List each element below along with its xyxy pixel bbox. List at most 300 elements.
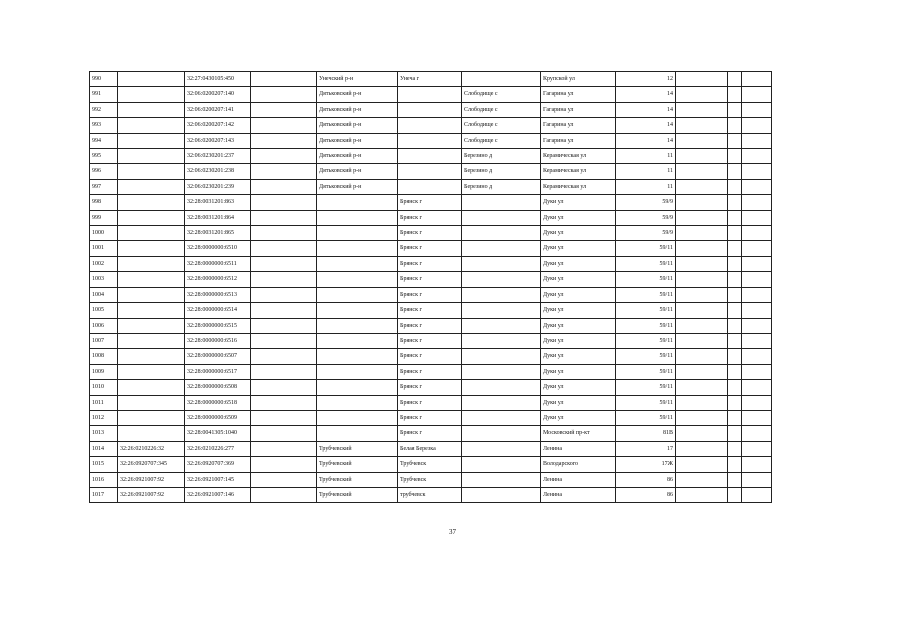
cell-empty-1 — [251, 149, 317, 164]
cell-district — [317, 287, 398, 302]
cell-house: 59/11 — [616, 395, 676, 410]
table-row — [90, 149, 772, 164]
cell-extra-2 — [728, 256, 742, 271]
cell-district — [317, 256, 398, 271]
cell-district: Дятьковский р-н — [317, 164, 398, 179]
cell-extra-3 — [742, 179, 772, 194]
cell-settlement — [462, 349, 541, 364]
cell-cadastral-number: 32:28:0000000:6517 — [185, 364, 251, 379]
cell-district — [317, 349, 398, 364]
cell-house: 59/9 — [616, 210, 676, 225]
row-number: 990 — [90, 72, 118, 87]
row-number: 994 — [90, 133, 118, 148]
table-row — [90, 318, 772, 333]
cell-settlement — [462, 333, 541, 348]
cell-empty-1 — [251, 364, 317, 379]
cell-city: Брянск г — [398, 364, 462, 379]
cell-extra-2 — [728, 118, 742, 133]
cell-street: Ленина — [541, 441, 616, 456]
cell-district: Трубчевский — [317, 457, 398, 472]
cell-city — [398, 164, 462, 179]
cell-extra-2 — [728, 349, 742, 364]
cell-settlement — [462, 272, 541, 287]
cell-house: 17Ж — [616, 457, 676, 472]
cell-city — [398, 87, 462, 102]
row-number: 1001 — [90, 241, 118, 256]
cell-extra-2 — [728, 380, 742, 395]
cell-old-cadastral: 32:26:0921007:92 — [118, 487, 185, 502]
cell-old-cadastral — [118, 287, 185, 302]
cell-city: Брянск г — [398, 380, 462, 395]
row-number: 1012 — [90, 410, 118, 425]
row-number: 1014 — [90, 441, 118, 456]
cell-city: Брянск г — [398, 349, 462, 364]
cell-extra-1 — [676, 72, 728, 87]
cell-extra-1 — [676, 303, 728, 318]
cell-extra-1 — [676, 441, 728, 456]
cell-cadastral-number: 32:28:0000000:6509 — [185, 410, 251, 425]
cell-extra-3 — [742, 333, 772, 348]
cell-settlement — [462, 441, 541, 456]
cell-extra-1 — [676, 87, 728, 102]
cell-district: Дятьковский р-н — [317, 118, 398, 133]
cell-extra-3 — [742, 102, 772, 117]
cell-cadastral-number: 32:26:0921007:145 — [185, 472, 251, 487]
cell-house: 17 — [616, 441, 676, 456]
cell-city: Брянск г — [398, 241, 462, 256]
cell-city: Брянск г — [398, 333, 462, 348]
row-number: 991 — [90, 87, 118, 102]
cell-empty-1 — [251, 179, 317, 194]
cell-cadastral-number: 32:26:0210226:277 — [185, 441, 251, 456]
cell-street: Гагарина ул — [541, 102, 616, 117]
cell-old-cadastral — [118, 87, 185, 102]
cell-extra-2 — [728, 164, 742, 179]
cell-district: Унечский р-н — [317, 72, 398, 87]
table-row — [90, 118, 772, 133]
cell-empty-1 — [251, 195, 317, 210]
cell-old-cadastral — [118, 226, 185, 241]
cell-extra-3 — [742, 226, 772, 241]
cell-extra-1 — [676, 426, 728, 441]
page-number: 37 — [449, 528, 456, 536]
cell-house: 59/11 — [616, 241, 676, 256]
cell-extra-3 — [742, 364, 772, 379]
cell-extra-2 — [728, 303, 742, 318]
cell-extra-1 — [676, 410, 728, 425]
cell-district: Трубчевский — [317, 441, 398, 456]
cell-old-cadastral — [118, 410, 185, 425]
cell-settlement — [462, 241, 541, 256]
table-row — [90, 195, 772, 210]
cell-cadastral-number: 32:28:0000000:6515 — [185, 318, 251, 333]
cell-settlement — [462, 472, 541, 487]
cell-old-cadastral: 32:26:0210226:32 — [118, 441, 185, 456]
cell-house: 14 — [616, 133, 676, 148]
cell-extra-2 — [728, 210, 742, 225]
cell-extra-2 — [728, 287, 742, 302]
cell-empty-1 — [251, 287, 317, 302]
cell-settlement: Березино д — [462, 164, 541, 179]
cell-city — [398, 118, 462, 133]
cell-house: 86 — [616, 487, 676, 502]
cell-extra-3 — [742, 164, 772, 179]
table-row — [90, 380, 772, 395]
table-row — [90, 179, 772, 194]
cell-extra-2 — [728, 395, 742, 410]
cell-cadastral-number: 32:06:0200207:143 — [185, 133, 251, 148]
cell-settlement — [462, 364, 541, 379]
table-row — [90, 457, 772, 472]
cell-extra-3 — [742, 287, 772, 302]
cell-extra-3 — [742, 410, 772, 425]
cell-city: Белая Березка — [398, 441, 462, 456]
table-row — [90, 410, 772, 425]
cell-extra-2 — [728, 133, 742, 148]
cell-extra-3 — [742, 318, 772, 333]
cell-cadastral-number: 32:28:0000000:6518 — [185, 395, 251, 410]
cell-cadastral-number: 32:28:0000000:6510 — [185, 241, 251, 256]
table-row — [90, 287, 772, 302]
cell-street: Гагарина ул — [541, 133, 616, 148]
cell-street: Керамическая ул — [541, 164, 616, 179]
cell-house: 11 — [616, 179, 676, 194]
cell-empty-1 — [251, 118, 317, 133]
cell-settlement — [462, 287, 541, 302]
cell-extra-2 — [728, 87, 742, 102]
cell-cadastral-number: 32:06:0230201:237 — [185, 149, 251, 164]
cell-old-cadastral — [118, 364, 185, 379]
cell-settlement: Березино д — [462, 149, 541, 164]
table-row — [90, 472, 772, 487]
cell-district — [317, 226, 398, 241]
cell-settlement — [462, 410, 541, 425]
cell-extra-1 — [676, 149, 728, 164]
cell-cadastral-number: 32:28:0000000:6511 — [185, 256, 251, 271]
cell-street: Володарского — [541, 457, 616, 472]
cell-empty-1 — [251, 318, 317, 333]
cell-settlement — [462, 318, 541, 333]
cell-old-cadastral: 32:26:0921007:92 — [118, 472, 185, 487]
row-number: 997 — [90, 179, 118, 194]
cell-extra-1 — [676, 133, 728, 148]
cell-empty-1 — [251, 87, 317, 102]
cell-street: Дуки ул — [541, 226, 616, 241]
row-number: 1004 — [90, 287, 118, 302]
cell-empty-1 — [251, 303, 317, 318]
cell-cadastral-number: 32:28:0041305:1040 — [185, 426, 251, 441]
cell-city — [398, 149, 462, 164]
cell-old-cadastral — [118, 303, 185, 318]
cell-district: Трубчевский — [317, 472, 398, 487]
row-number: 1015 — [90, 457, 118, 472]
cell-extra-3 — [742, 256, 772, 271]
cell-cadastral-number: 32:28:0000000:6513 — [185, 287, 251, 302]
cell-extra-2 — [728, 102, 742, 117]
cell-city — [398, 102, 462, 117]
row-number: 1008 — [90, 349, 118, 364]
cell-extra-1 — [676, 179, 728, 194]
cell-settlement — [462, 72, 541, 87]
row-number: 1017 — [90, 487, 118, 502]
cell-city: Брянск г — [398, 303, 462, 318]
cell-house: 14 — [616, 87, 676, 102]
cell-extra-2 — [728, 441, 742, 456]
cell-old-cadastral — [118, 272, 185, 287]
cell-cadastral-number: 32:26:0920707:369 — [185, 457, 251, 472]
cell-settlement — [462, 395, 541, 410]
cell-city — [398, 133, 462, 148]
cell-district — [317, 272, 398, 287]
cell-empty-1 — [251, 333, 317, 348]
table-row — [90, 426, 772, 441]
cell-extra-1 — [676, 457, 728, 472]
cell-district — [317, 333, 398, 348]
cell-old-cadastral — [118, 349, 185, 364]
row-number: 1005 — [90, 303, 118, 318]
cell-street: Дуки ул — [541, 195, 616, 210]
cell-empty-1 — [251, 395, 317, 410]
cell-extra-3 — [742, 72, 772, 87]
cell-empty-1 — [251, 380, 317, 395]
cell-district: Дятьковский р-н — [317, 179, 398, 194]
cell-extra-1 — [676, 241, 728, 256]
cell-extra-1 — [676, 210, 728, 225]
cell-extra-2 — [728, 426, 742, 441]
cell-street: Дуки ул — [541, 287, 616, 302]
cell-extra-1 — [676, 395, 728, 410]
cell-old-cadastral — [118, 318, 185, 333]
cell-extra-1 — [676, 380, 728, 395]
cell-cadastral-number: 32:28:0031201:864 — [185, 210, 251, 225]
cell-district — [317, 395, 398, 410]
cell-empty-1 — [251, 472, 317, 487]
cell-extra-1 — [676, 472, 728, 487]
cell-cadastral-number: 32:06:0230201:239 — [185, 179, 251, 194]
cell-extra-3 — [742, 87, 772, 102]
row-number: 1009 — [90, 364, 118, 379]
cell-extra-3 — [742, 118, 772, 133]
cell-extra-2 — [728, 472, 742, 487]
cell-empty-1 — [251, 457, 317, 472]
cell-street: Дуки ул — [541, 395, 616, 410]
cell-extra-1 — [676, 118, 728, 133]
cell-extra-1 — [676, 256, 728, 271]
table-row — [90, 349, 772, 364]
cell-extra-3 — [742, 149, 772, 164]
cell-old-cadastral — [118, 102, 185, 117]
cell-extra-1 — [676, 318, 728, 333]
cell-district: Дятьковский р-н — [317, 149, 398, 164]
cell-settlement — [462, 380, 541, 395]
cell-extra-2 — [728, 333, 742, 348]
cell-old-cadastral — [118, 395, 185, 410]
cell-extra-3 — [742, 441, 772, 456]
cell-empty-1 — [251, 272, 317, 287]
cell-district — [317, 195, 398, 210]
cell-district: Трубчевский — [317, 487, 398, 502]
cell-cadastral-number: 32:27:0430105:450 — [185, 72, 251, 87]
cell-city: Брянск г — [398, 426, 462, 441]
cell-extra-2 — [728, 72, 742, 87]
row-number: 1013 — [90, 426, 118, 441]
row-number: 1007 — [90, 333, 118, 348]
cell-old-cadastral — [118, 133, 185, 148]
row-number: 996 — [90, 164, 118, 179]
cell-settlement: Слободище с — [462, 102, 541, 117]
cell-street: Дуки ул — [541, 364, 616, 379]
cell-old-cadastral — [118, 256, 185, 271]
cell-street: Дуки ул — [541, 349, 616, 364]
cell-house: 59/9 — [616, 195, 676, 210]
row-number: 999 — [90, 210, 118, 225]
cell-old-cadastral — [118, 333, 185, 348]
cell-house: 59/11 — [616, 256, 676, 271]
cell-district: Дятьковский р-н — [317, 133, 398, 148]
cell-district — [317, 426, 398, 441]
cell-extra-2 — [728, 149, 742, 164]
cell-street: Гагарина ул — [541, 87, 616, 102]
cell-empty-1 — [251, 349, 317, 364]
cell-settlement — [462, 210, 541, 225]
cell-district — [317, 380, 398, 395]
row-number: 1016 — [90, 472, 118, 487]
cell-settlement — [462, 487, 541, 502]
cell-house: 11 — [616, 164, 676, 179]
cell-cadastral-number: 32:28:0000000:6508 — [185, 380, 251, 395]
cell-house: 59/11 — [616, 380, 676, 395]
cell-extra-1 — [676, 272, 728, 287]
cell-street: Дуки ул — [541, 318, 616, 333]
cell-city: Трубчевск — [398, 457, 462, 472]
table-row — [90, 487, 772, 502]
cell-district: Дятьковский р-н — [317, 87, 398, 102]
cell-city: Унеча г — [398, 72, 462, 87]
cell-extra-3 — [742, 349, 772, 364]
table-row — [90, 133, 772, 148]
cell-extra-2 — [728, 487, 742, 502]
cell-extra-1 — [676, 195, 728, 210]
cell-old-cadastral — [118, 149, 185, 164]
cell-extra-1 — [676, 333, 728, 348]
cell-house: 59/11 — [616, 287, 676, 302]
cell-street: Дуки ул — [541, 410, 616, 425]
cell-cadastral-number: 32:28:0031201:863 — [185, 195, 251, 210]
cell-street: Гагарина ул — [541, 118, 616, 133]
cell-extra-1 — [676, 364, 728, 379]
cell-city: Брянск г — [398, 287, 462, 302]
cell-street: Дуки ул — [541, 272, 616, 287]
cell-empty-1 — [251, 487, 317, 502]
cell-settlement: Слободище с — [462, 87, 541, 102]
cell-house: 59/11 — [616, 349, 676, 364]
cell-street: Дуки ул — [541, 303, 616, 318]
registry-table — [89, 71, 772, 503]
table-row — [90, 256, 772, 271]
row-number: 1003 — [90, 272, 118, 287]
cell-street: Дуки ул — [541, 333, 616, 348]
cell-city: Брянск г — [398, 272, 462, 287]
table-row — [90, 226, 772, 241]
cell-settlement — [462, 256, 541, 271]
row-number: 1010 — [90, 380, 118, 395]
cell-cadastral-number: 32:06:0200207:141 — [185, 102, 251, 117]
cell-cadastral-number: 32:28:0000000:6507 — [185, 349, 251, 364]
cell-street: Ленина — [541, 487, 616, 502]
cell-extra-2 — [728, 241, 742, 256]
cell-district — [317, 318, 398, 333]
cell-extra-3 — [742, 195, 772, 210]
cell-house: 59/11 — [616, 364, 676, 379]
cell-house: 59/11 — [616, 410, 676, 425]
table-row — [90, 364, 772, 379]
cell-district — [317, 303, 398, 318]
cell-city: Брянск г — [398, 410, 462, 425]
cell-old-cadastral — [118, 380, 185, 395]
cell-city: Трубчевск — [398, 472, 462, 487]
cell-extra-3 — [742, 210, 772, 225]
cell-empty-1 — [251, 441, 317, 456]
table-row — [90, 272, 772, 287]
cell-extra-1 — [676, 487, 728, 502]
cell-extra-3 — [742, 272, 772, 287]
table-row — [90, 72, 772, 87]
cell-settlement — [462, 303, 541, 318]
table-row — [90, 333, 772, 348]
cell-city: трубчевск — [398, 487, 462, 502]
cell-extra-3 — [742, 426, 772, 441]
cell-extra-3 — [742, 380, 772, 395]
cell-house: 59/9 — [616, 226, 676, 241]
cell-house: 14 — [616, 118, 676, 133]
cell-settlement — [462, 426, 541, 441]
cell-extra-3 — [742, 487, 772, 502]
cell-extra-1 — [676, 349, 728, 364]
cell-extra-3 — [742, 303, 772, 318]
cell-city: Брянск г — [398, 195, 462, 210]
cell-old-cadastral — [118, 195, 185, 210]
cell-empty-1 — [251, 241, 317, 256]
cell-settlement — [462, 457, 541, 472]
cell-house: 12 — [616, 72, 676, 87]
cell-empty-1 — [251, 410, 317, 425]
cell-extra-2 — [728, 179, 742, 194]
cell-old-cadastral — [118, 164, 185, 179]
row-number: 1000 — [90, 226, 118, 241]
cell-cadastral-number: 32:06:0200207:140 — [185, 87, 251, 102]
cell-settlement: Слободище с — [462, 118, 541, 133]
cell-extra-1 — [676, 164, 728, 179]
cell-city: Брянск г — [398, 210, 462, 225]
cell-empty-1 — [251, 164, 317, 179]
cell-settlement: Слободище с — [462, 133, 541, 148]
cell-empty-1 — [251, 426, 317, 441]
cell-district — [317, 410, 398, 425]
cell-old-cadastral: 32:26:0920707:345 — [118, 457, 185, 472]
cell-empty-1 — [251, 72, 317, 87]
cell-extra-1 — [676, 287, 728, 302]
cell-extra-2 — [728, 272, 742, 287]
table-row — [90, 441, 772, 456]
cell-street: Крупской ул — [541, 72, 616, 87]
cell-house: 59/11 — [616, 318, 676, 333]
cell-cadastral-number: 32:26:0921007:146 — [185, 487, 251, 502]
cell-city: Брянск г — [398, 395, 462, 410]
row-number: 995 — [90, 149, 118, 164]
cell-extra-2 — [728, 318, 742, 333]
cell-city: Брянск г — [398, 226, 462, 241]
cell-empty-1 — [251, 256, 317, 271]
